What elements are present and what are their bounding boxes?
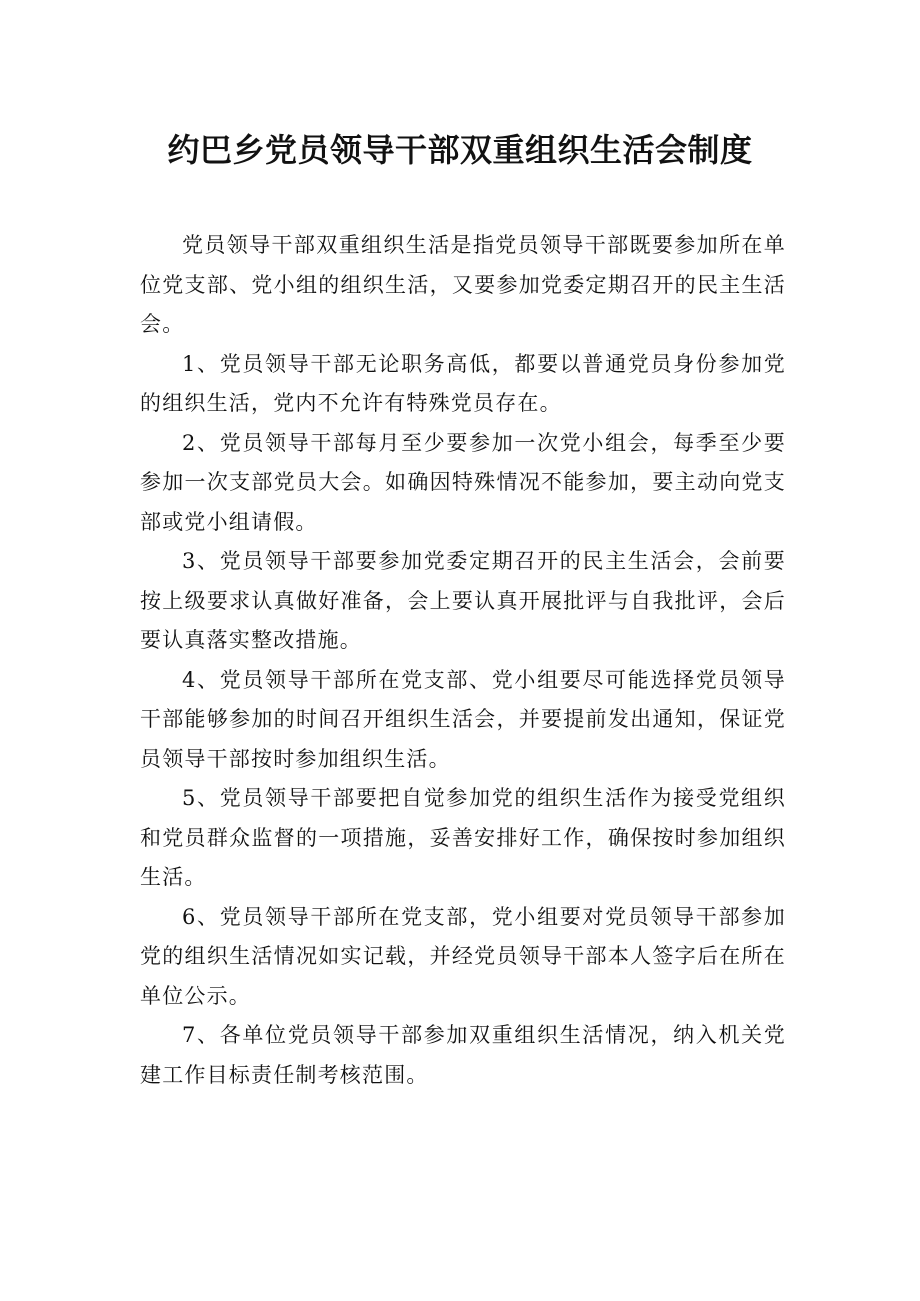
paragraph-item-1: 1、党员领导干部无论职务高低，都要以普通党员身份参加党的组织生活，党内不允许有特殊党员存在。 [140, 351, 786, 415]
paragraph-item-5: 5、党员领导干部要把自觉参加党的组织生活作为接受党组织和党员群众监督的一项措施，妥善安排好工作，确保按时参加组织生活。 [140, 786, 786, 889]
paragraph-item-4: 4、党员领导干部所在党支部、党小组要尽可能选择党员领导干部能够参加的时间召开组织生活会，并要提前发出通知，保证党员领导干部按时参加组织生活。 [140, 667, 786, 771]
paragraph-intro: 党员领导干部双重组织生活是指党员领导干部既要参加所在单位党支部、党小组的组织生活，又要参加党委定期召开的民主生活会。 [140, 233, 786, 336]
paragraph-item-2: 2、党员领导干部每月至少要参加一次党小组会，每季至少要参加一次支部党员大会。如确因特殊情况不能参加，要主动向党支部或党小组请假。 [140, 430, 786, 534]
page-title: 约巴乡党员领导干部双重组织生活会制度 [167, 131, 753, 169]
paragraph-item-7: 7、各单位党员领导干部参加双重组织生活情况，纳入机关党建工作目标责任制考核范围。 [140, 1023, 786, 1087]
document-body [140, 226, 786, 1095]
paragraph-item-6: 6、党员领导干部所在党支部，党小组要对党员领导干部参加党的组织生活情况如实记载，并经党员领导干部本人签字后在所在单位公示。 [140, 904, 786, 1008]
paragraph-item-3: 3、党员领导干部要参加党委定期召开的民主生活会，会前要按上级要求认真做好准备，会上要认真开展批评与自我批评，会后要认真落实整改措施。 [140, 549, 786, 652]
